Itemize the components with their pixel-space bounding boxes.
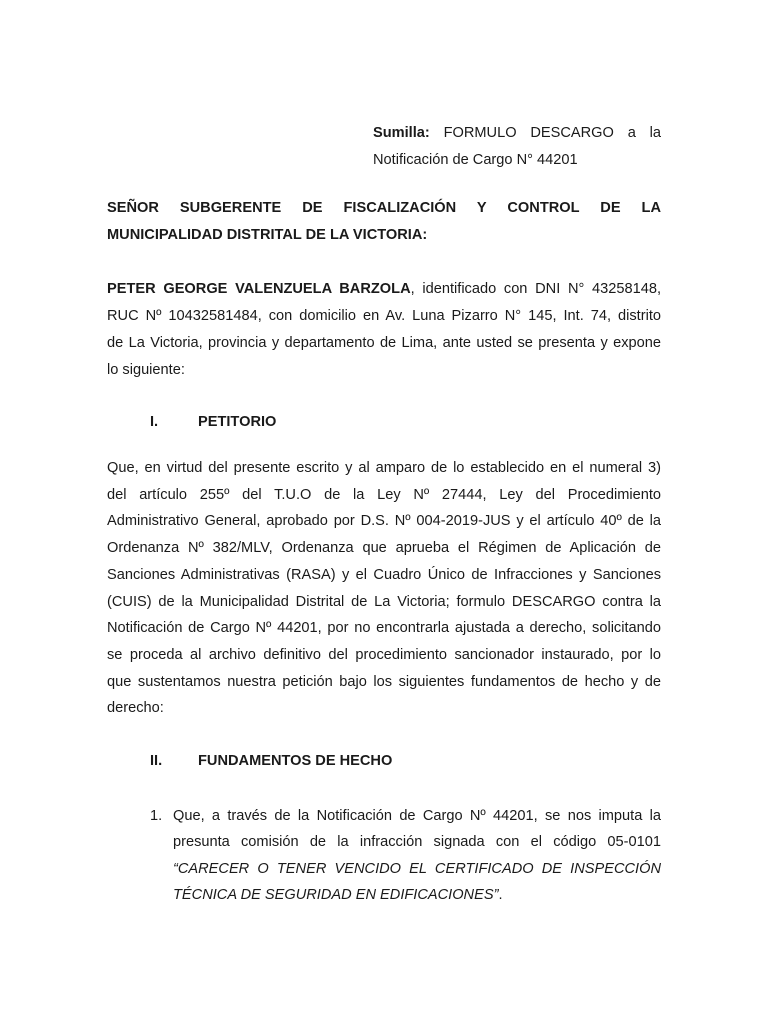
item-1-line-3: “CARECER O TENER VENCIDO EL CERTIFICADO DE INSPECCIÓN bbox=[173, 861, 661, 877]
item-1-line-4-end: . bbox=[498, 887, 503, 903]
petitorio-line-5: Sanciones Administrativas (RASA) y el Cuadro Único de Infracciones y Sanciones bbox=[107, 567, 661, 583]
petitorio-line-4: Ordenanza Nº 382/MLV, Ordenanza que aprueba el Régimen de Aplicación de bbox=[107, 540, 661, 556]
section-1-number: I. bbox=[150, 414, 159, 430]
intro-line-1-rest: , identificado con DNI N° 43258148, bbox=[410, 281, 662, 297]
addressee-line-1: SEÑOR SUBGERENTE DE FISCALIZACIÓN Y CONTROL DE LA bbox=[107, 200, 661, 216]
intro-line-1 bbox=[107, 280, 661, 298]
section-2-title: FUNDAMENTOS DE HECHO bbox=[198, 753, 393, 769]
addressee-line-2: MUNICIPALIDAD DISTRITAL DE LA VICTORIA: bbox=[107, 227, 428, 243]
item-1-line-4-italic: TÉCNICA DE SEGURIDAD EN EDIFICACIONES” bbox=[173, 887, 499, 903]
sumilla-label: Sumilla: bbox=[373, 125, 430, 141]
item-1-line-4 bbox=[173, 886, 503, 904]
sumilla-line-2: Notificación de Cargo N° 44201 bbox=[373, 152, 578, 168]
item-1-line-2: presunta comisión de la infracción signada con el código 05-0101 bbox=[173, 834, 661, 850]
intro-line-4: lo siguiente: bbox=[107, 362, 185, 378]
item-1-line-1: Que, a través de la Notificación de Cargo Nº 44201, se nos imputa la bbox=[173, 808, 661, 824]
petitorio-line-1: Que, en virtud del presente escrito y al amparo de lo establecido en el numeral 3) bbox=[107, 460, 661, 476]
petitorio-line-6: (CUIS) de la Municipalidad Distrital de La Victoria; formulo DESCARGO contra la bbox=[107, 594, 661, 610]
petitorio-line-2: del artículo 255º del T.U.O de la Ley Nº 27444, Ley del Procedimiento bbox=[107, 487, 661, 503]
intro-line-2: RUC Nº 10432581484, con domicilio en Av. Luna Pizarro N° 145, Int. 74, distrito bbox=[107, 308, 661, 324]
item-1-number: 1. bbox=[150, 808, 163, 824]
sumilla-text: FORMULO DESCARGO a la bbox=[443, 125, 661, 141]
petitorio-line-7: Notificación de Cargo Nº 44201, por no encontrarla ajustada a derecho, solicitando bbox=[107, 620, 661, 636]
petitorio-line-9: que sustentamos nuestra petición bajo los siguientes fundamentos de hecho y de bbox=[107, 674, 661, 690]
applicant-name: PETER GEORGE VALENZUELA BARZOLA bbox=[107, 281, 411, 297]
section-1-title: PETITORIO bbox=[198, 414, 277, 430]
intro-line-3: de La Victoria, provincia y departamento de Lima, ante usted se presenta y expone bbox=[107, 335, 661, 351]
sumilla-line-1 bbox=[373, 124, 661, 142]
petitorio-line-10: derecho: bbox=[107, 700, 164, 716]
section-2-number: II. bbox=[150, 753, 163, 769]
petitorio-line-8: se proceda al archivo definitivo del procedimiento sancionador instaurado, por lo bbox=[107, 647, 661, 663]
petitorio-line-3: Administrativo General, aprobado por D.S. Nº 004-2019-JUS y el artículo 40º de la bbox=[107, 513, 661, 529]
